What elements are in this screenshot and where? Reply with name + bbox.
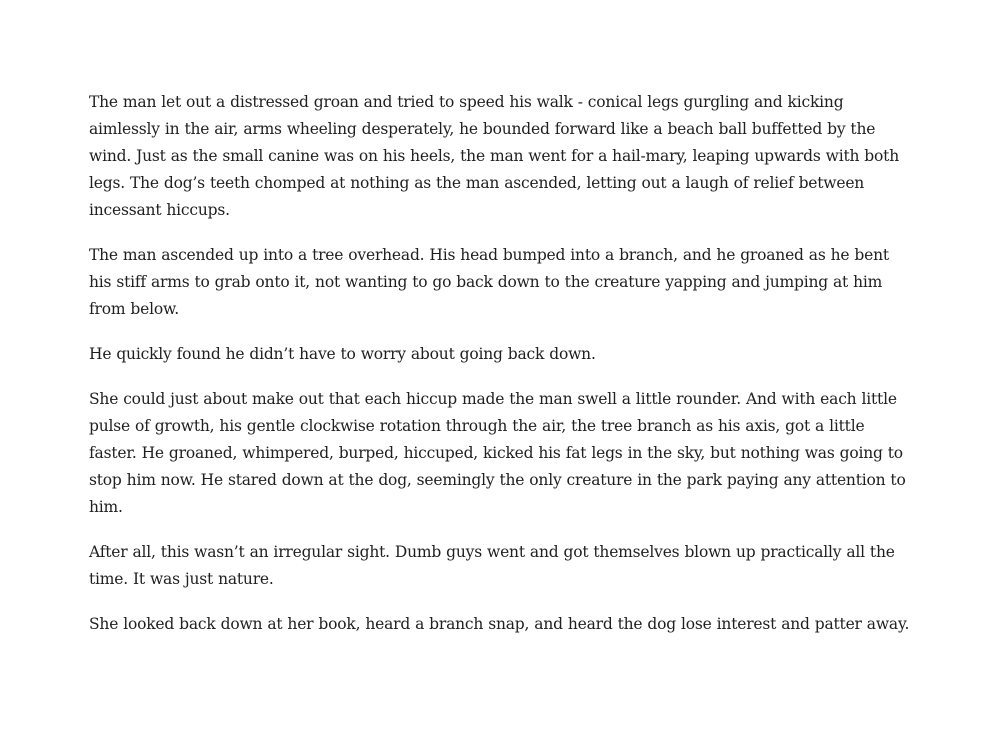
story-page: [89, 89, 911, 638]
paragraph-6: She looked back down at her book, heard a branch snap, and heard the dog lose interest and patter away.: [89, 615, 910, 633]
paragraph-3: He quickly found he didn’t have to worry about going back down.: [89, 345, 596, 363]
paragraph-5: After all, this wasn’t an irregular sight. Dumb guys went and got themselves blown up practically all the time. It was just nature.: [89, 543, 895, 588]
paragraph-4: She could just about make out that each hiccup made the man swell a little rounder. And with each little pulse of growth, his gentle clockwise rotation through the air, the tree branch as his axis, got a little faster. He groaned, whimpered, burped, hiccuped, kicked his fat legs in the sky, but nothing was going to stop him now. He stared down at the dog, seemingly the only creature in the park paying any attention to him.: [89, 390, 906, 516]
paragraph-2: The man ascended up into a tree overhead. His head bumped into a branch, and he groaned as he bent his stiff arms to grab onto it, not wanting to go back down to the creature yapping and jumping at him from below.: [89, 246, 889, 318]
paragraph-1: The man let out a distressed groan and tried to speed his walk - conical legs gurgling and kicking aimlessly in the air, arms wheeling desperately, he bounded forward like a beach ball buffetted by the wind. Just as the small canine was on his heels, the man went for a hail-mary, leaping upwards with both legs. The dog’s teeth chomped at nothing as the man ascended, letting out a laugh of relief between incessant hiccups.: [89, 93, 899, 219]
